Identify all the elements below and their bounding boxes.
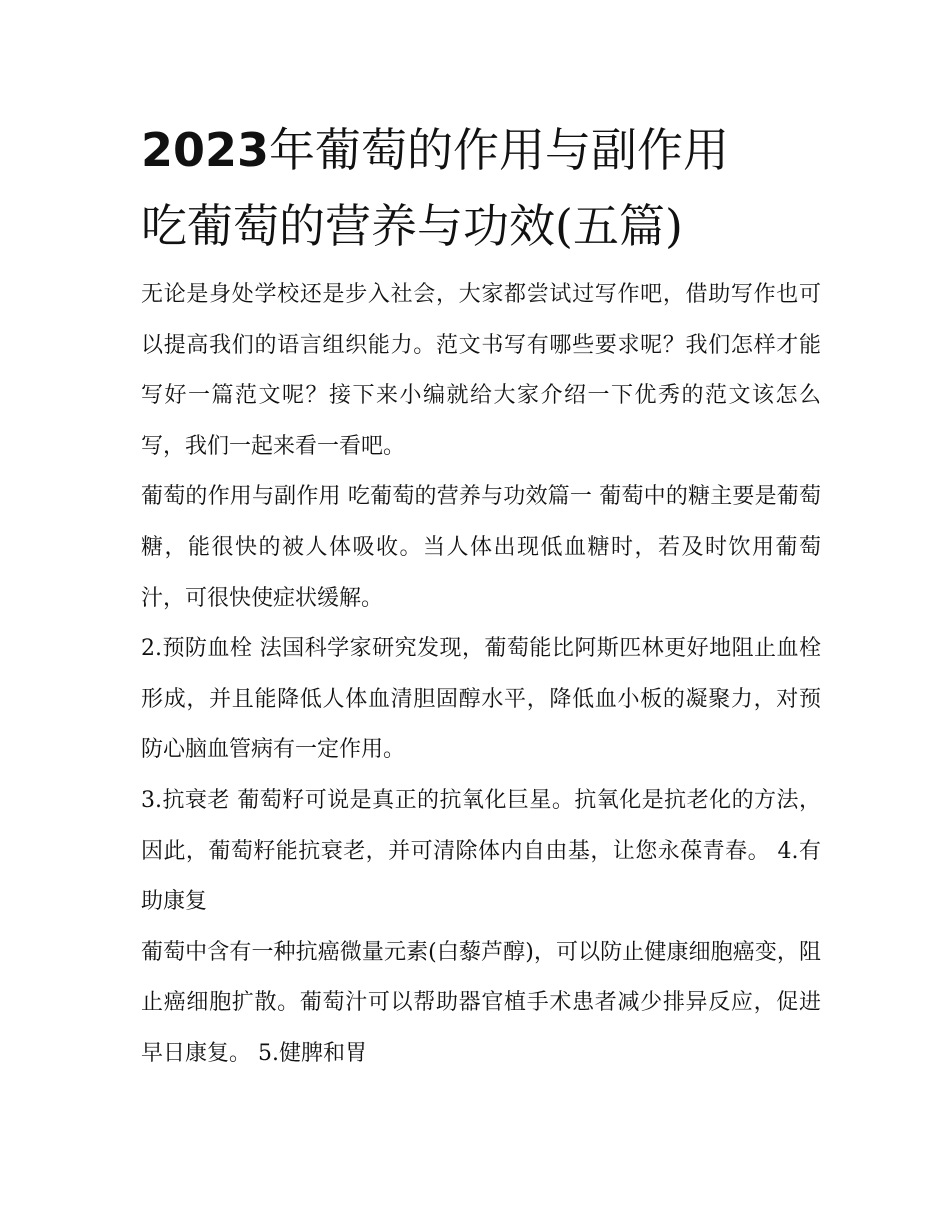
- section-3-paragraph: 3.抗衰老 葡萄籽可说是真正的抗氧化巨星。抗氧化是抗老化的方法，因此，葡萄籽能抗衰老，并可清除体内自由基，让您永葆青春。 4.有助康复: [141, 787, 821, 915]
- intro-paragraph: 无论是身处学校还是步入社会，大家都尝试过写作吧，借助写作也可以提高我们的语言组织能力。范文书写有哪些要求呢？我们怎样才能写好一篇范文呢？接下来小编就给大家介绍一下优秀的范文该怎么写，我们一起来看一看吧。: [141, 282, 821, 459]
- title-year: 2023: [141, 123, 270, 177]
- document-page: [141, 112, 821, 1080]
- section-2-paragraph: 2.预防血栓 法国科学家研究发现，葡萄能比阿斯匹林更好地阻止血栓形成，并且能降低人体血清胆固醇水平，降低血小板的凝聚力，对预防心脑血管病有一定作用。: [141, 636, 821, 763]
- title-line-1-text: 年葡萄的作用与副作用: [269, 123, 730, 177]
- title-line-2: 吃葡萄的营养与功效(五篇): [141, 199, 683, 253]
- document-title: [141, 112, 821, 264]
- section-1-paragraph: 葡萄的作用与副作用 吃葡萄的营养与功效篇一 葡萄中的糖主要是葡萄糖，能很快的被人体吸收。当人体出现低血糖时，若及时饮用葡萄汁，可很快使症状缓解。: [141, 484, 821, 611]
- title-line-1: [141, 112, 821, 188]
- section-4-paragraph: 葡萄中含有一种抗癌微量元素(白藜芦醇)，可以防止健康细胞癌变，阻止癌细胞扩散。葡萄汁可以帮助器官植手术患者减少排异反应，促进早日康复。 5.健脾和胃: [141, 939, 821, 1066]
